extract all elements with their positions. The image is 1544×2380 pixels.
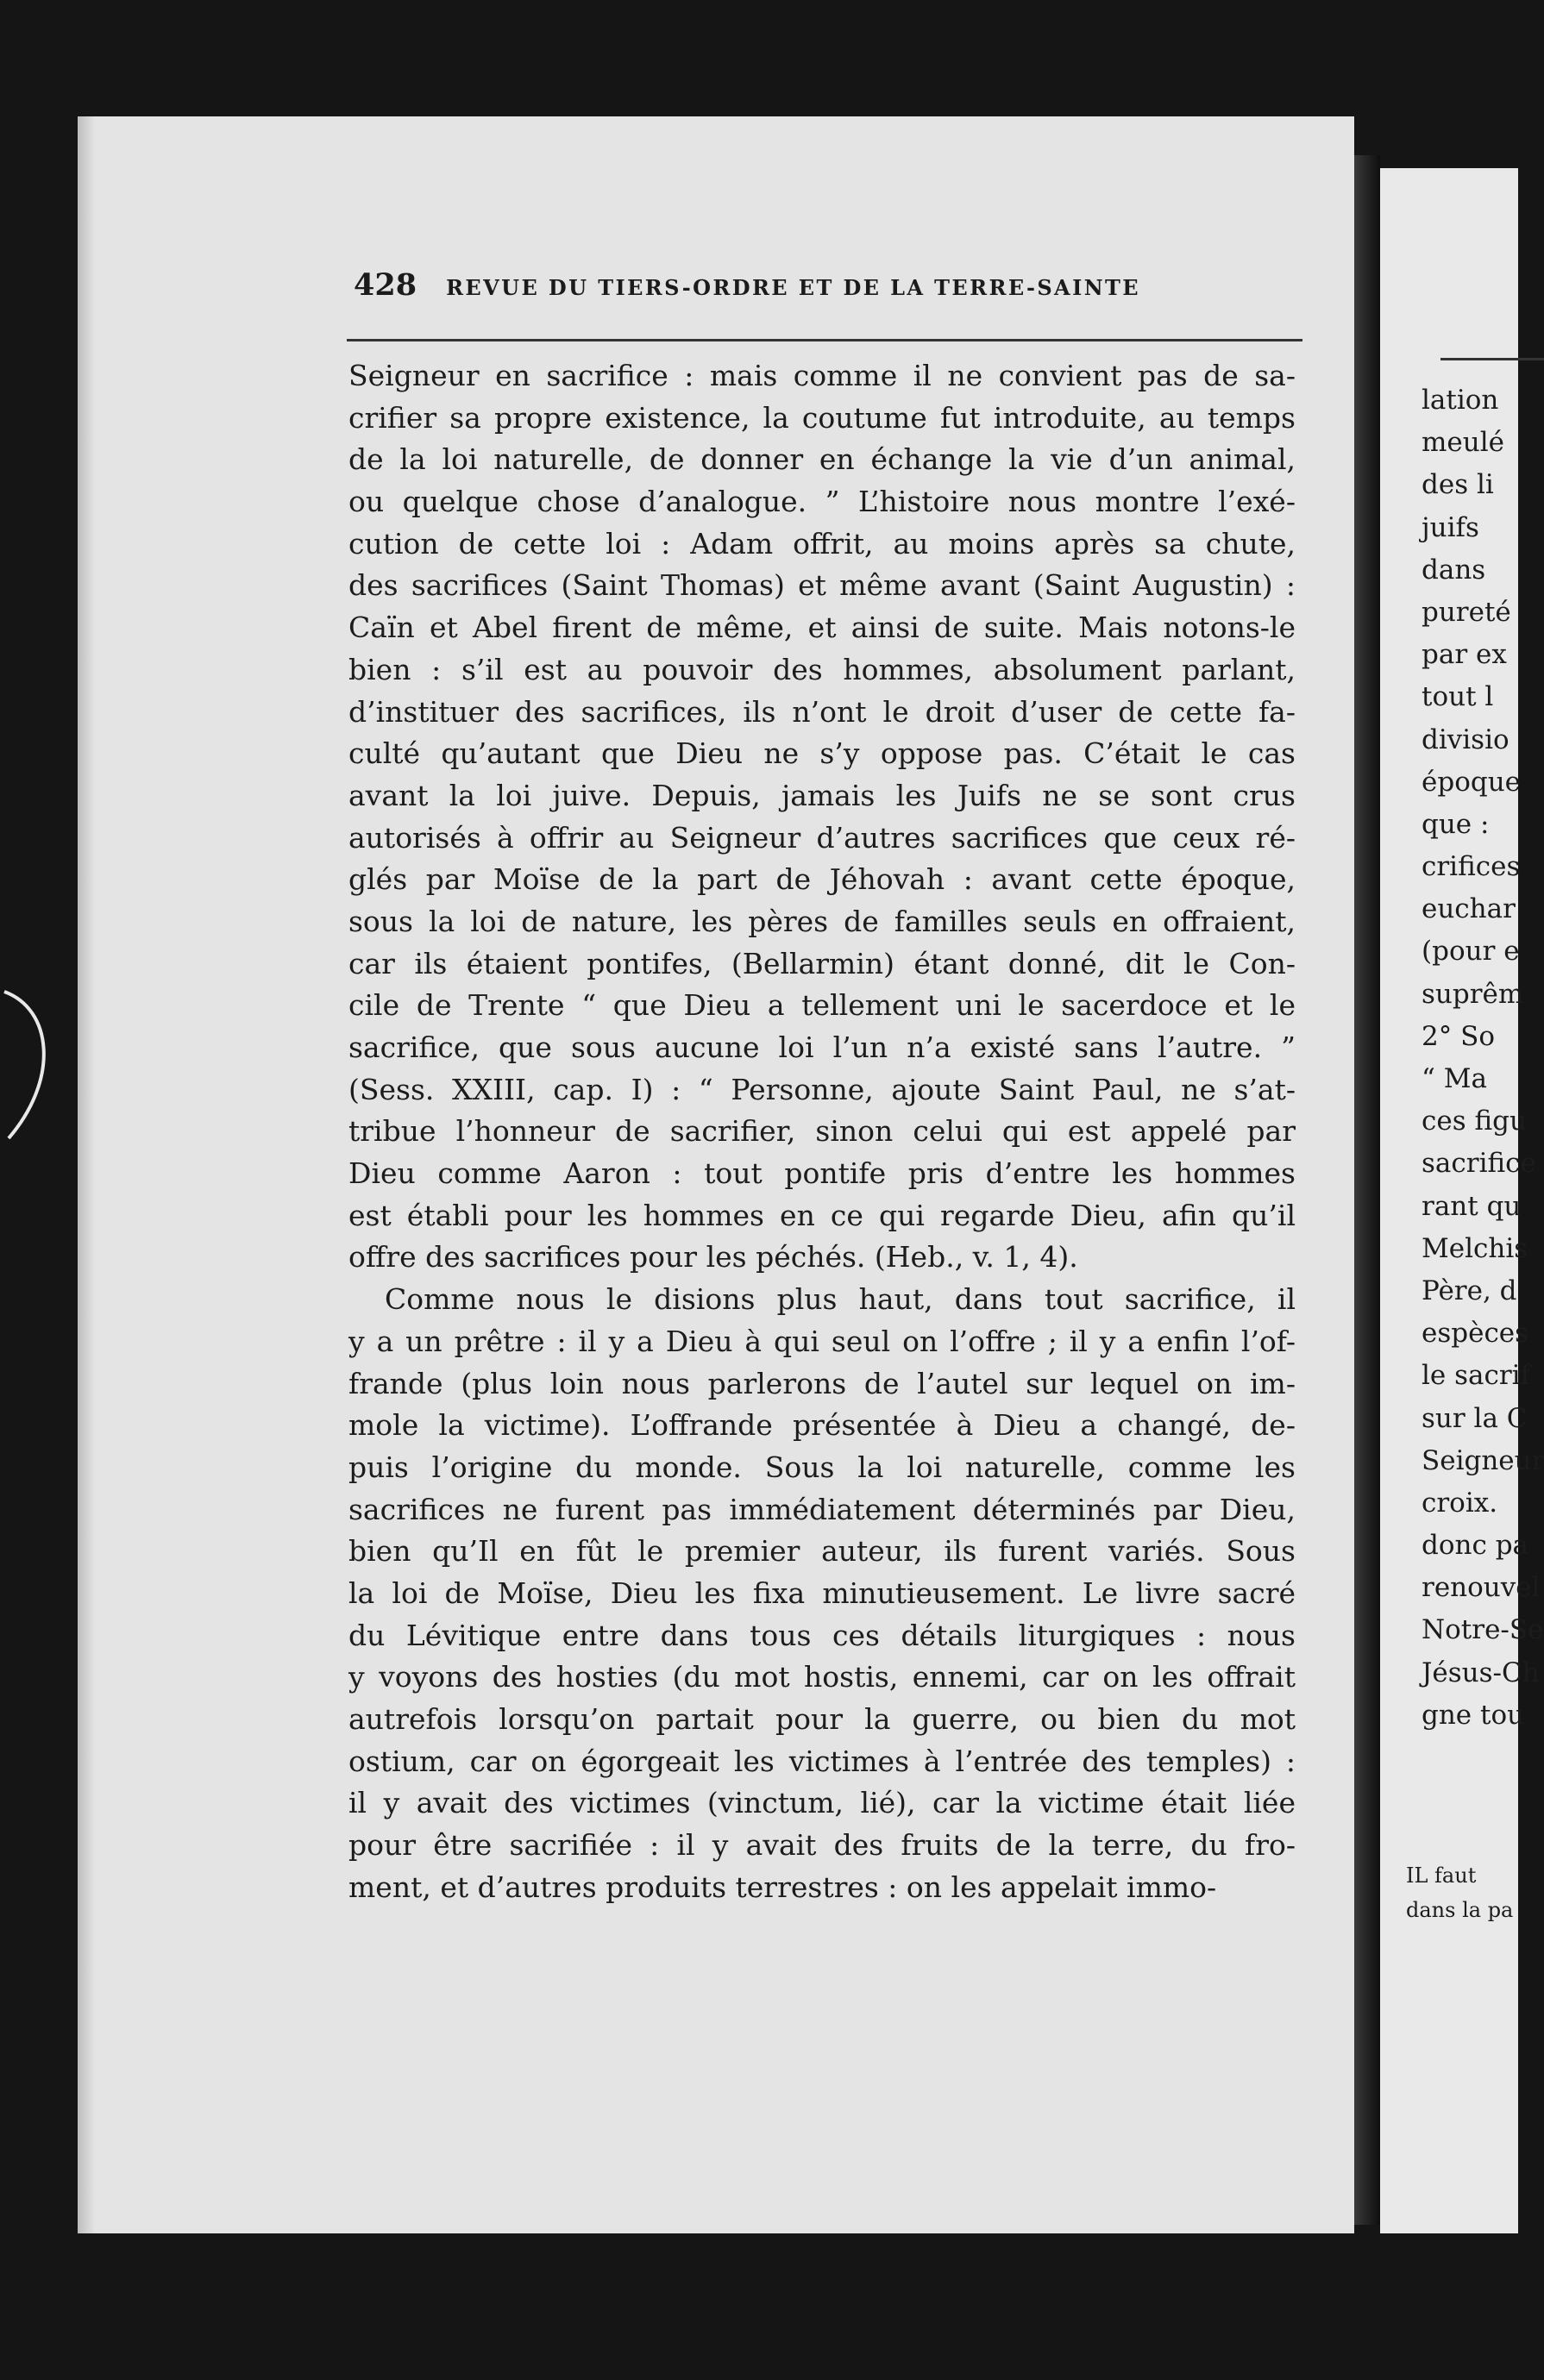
facing-page-line: ces figu: [1422, 1105, 1527, 1137]
text-line: ostium, car on égorgeait les victimes à l’entrée des temples) :: [348, 1744, 1296, 1778]
text-line: ou quelque chose d’analogue. ” L’histoire nous montre l’exé-: [348, 485, 1296, 519]
facing-page-line: des li: [1422, 469, 1494, 501]
facing-page-line: renouvel: [1422, 1572, 1541, 1604]
text-line: il y avait des victimes (vinctum, lié), car la victime était liée: [348, 1786, 1296, 1820]
facing-page-line: “ Ma: [1422, 1063, 1487, 1094]
text-line: sacrifice, que sous aucune loi l’un n’a existé sans l’autre. ”: [348, 1030, 1296, 1064]
facing-page-line: par ex: [1422, 639, 1507, 671]
facing-page-text: [1422, 379, 1544, 1737]
facing-page-line: divisio: [1422, 723, 1509, 755]
text-line: pour être sacrifiée : il y avait des fruits de la terre, du fro-: [348, 1828, 1296, 1863]
facing-page-line: donc pa: [1422, 1530, 1529, 1562]
text-line: y voyons des hosties (du mot hostis, ennemi, car on les offrait: [348, 1660, 1296, 1694]
header-rule: [347, 339, 1302, 341]
text-line: offre des sacrifices pour les péchés. (Heb., v. 1, 4).: [348, 1240, 1078, 1275]
facing-page-rule: [1440, 358, 1544, 360]
margin-mark: [0, 983, 69, 1156]
facing-page-line: sacrifice: [1422, 1148, 1536, 1180]
text-line: frande (plus loin nous parlerons de l’autel sur lequel on im-: [348, 1366, 1296, 1400]
text-line: autrefois lorsqu’on partait pour la guerre, ou bien du mot: [348, 1702, 1296, 1736]
facing-page-line: gne tou: [1422, 1699, 1525, 1731]
facing-page-line: le sacrif: [1422, 1360, 1531, 1392]
text-line: de la loi naturelle, de donner en échange la vie d’un animal,: [348, 442, 1296, 477]
text-line: Dieu comme Aaron : tout pontife pris d’entre les hommes: [348, 1156, 1296, 1191]
text-line: sacrifices ne furent pas immédiatement déterminés par Dieu,: [348, 1492, 1296, 1526]
facing-page-line: Jésus-Ch: [1422, 1657, 1540, 1688]
running-header: [354, 267, 1302, 310]
facing-footnote-line: dans la pa: [1406, 1898, 1514, 1922]
facing-page-line: pureté: [1422, 596, 1511, 628]
facing-page-line: euchar: [1422, 893, 1516, 925]
facing-page-line: 2° So: [1422, 1020, 1495, 1052]
facing-page-line: Notre-Se: [1422, 1614, 1544, 1646]
text-line: bien qu’Il en fût le premier auteur, ils furent variés. Sous: [348, 1534, 1296, 1569]
facing-page-line: croix.: [1422, 1487, 1498, 1519]
text-line: est établi pour les hommes en ce qui regarde Dieu, afin qu’il: [348, 1198, 1296, 1232]
text-line: (Sess. XXIII, cap. I) : “ Personne, ajoute Saint Paul, ne s’at-: [348, 1072, 1296, 1106]
main-text: [348, 355, 1296, 1908]
facing-page-line: que :: [1422, 808, 1490, 840]
running-title: REVUE DU TIERS-ORDRE ET DE LA TERRE-SAINTE: [446, 275, 1140, 300]
facing-page-line: Seigneur: [1422, 1444, 1544, 1476]
text-line: la loi de Moïse, Dieu les fixa minutieusement. Le livre sacré: [348, 1575, 1296, 1610]
facing-page-line: dans: [1422, 554, 1486, 586]
text-line: du Lévitique entre dans tous ces détails liturgiques : nous: [348, 1618, 1296, 1652]
text-line: glés par Moïse de la part de Jéhovah : avant cette époque,: [348, 862, 1296, 897]
text-line: Comme nous le disions plus haut, dans tout sacrifice, il: [385, 1282, 1296, 1317]
book-gutter: [1354, 155, 1380, 2225]
text-line: Seigneur en sacrifice : mais comme il ne convient pas de sa-: [348, 359, 1296, 392]
page-number: 428: [354, 267, 417, 303]
page-edge-shadow: [78, 116, 95, 2233]
facing-footnote-line: IL faut: [1406, 1863, 1477, 1888]
facing-page-footnote: [1406, 1858, 1513, 1927]
facing-page: [1380, 168, 1544, 2233]
text-line: car ils étaient pontifes, (Bellarmin) étant donné, dit le Con-: [348, 946, 1296, 980]
text-line: crifier sa propre existence, la coutume fut introduite, au temps: [348, 400, 1296, 435]
facing-page-line: rant qu: [1422, 1190, 1522, 1222]
text-line: Caïn et Abel firent de même, et ainsi de suite. Mais notons-le: [348, 611, 1296, 645]
facing-page-line: juifs: [1422, 511, 1479, 543]
text-line: autorisés à offrir au Seigneur d’autres sacrifices que ceux ré-: [348, 820, 1296, 855]
text-line: bien : s’il est au pouvoir des hommes, absolument parlant,: [348, 652, 1296, 686]
text-line: cution de cette loi : Adam offrit, au moins après sa chute,: [348, 526, 1296, 561]
facing-page-line: tout l: [1422, 681, 1494, 713]
text-line: cile de Trente “ que Dieu a tellement uni le sacerdoce et le: [348, 988, 1296, 1023]
text-line: y a un prêtre : il y a Dieu à qui seul on l’offre ; il y a enfin l’of-: [348, 1324, 1296, 1358]
facing-page-line: espèces: [1422, 1318, 1529, 1350]
text-line: mole la victime). L’offrande présentée à Dieu a changé, de-: [348, 1408, 1296, 1443]
facing-page-line: meulé: [1422, 427, 1504, 459]
facing-page-line: sur la C: [1422, 1402, 1528, 1434]
text-line: tribue l’honneur de sacrifier, sinon celui qui est appelé par: [348, 1114, 1296, 1149]
facing-page-line: suprêm: [1422, 978, 1524, 1010]
text-line: des sacrifices (Saint Thomas) et même avant (Saint Augustin) :: [348, 568, 1296, 603]
facing-page-line: époque: [1422, 766, 1522, 798]
facing-page-line: lation: [1422, 385, 1499, 416]
text-line: puis l’origine du monde. Sous la loi naturelle, comme les: [348, 1450, 1296, 1484]
text-line: culté qu’autant que Dieu ne s’y oppose pas. C’était le cas: [348, 736, 1296, 771]
facing-page-line: Père, d: [1422, 1275, 1517, 1306]
facing-page-line: crifices: [1422, 851, 1521, 883]
facing-page-line: (pour e: [1422, 936, 1520, 968]
text-line: avant la loi juive. Depuis, jamais les Juifs ne se sont crus: [348, 778, 1296, 812]
text-line: sous la loi de nature, les pères de familles seuls en offraient,: [348, 904, 1296, 938]
text-line: d’instituer des sacrifices, ils n’ont le droit d’user de cette fa-: [348, 694, 1296, 729]
text-line: ment, et d’autres produits terrestres : on les appelait immo-: [348, 1870, 1217, 1904]
facing-page-line: Melchis: [1422, 1232, 1528, 1264]
